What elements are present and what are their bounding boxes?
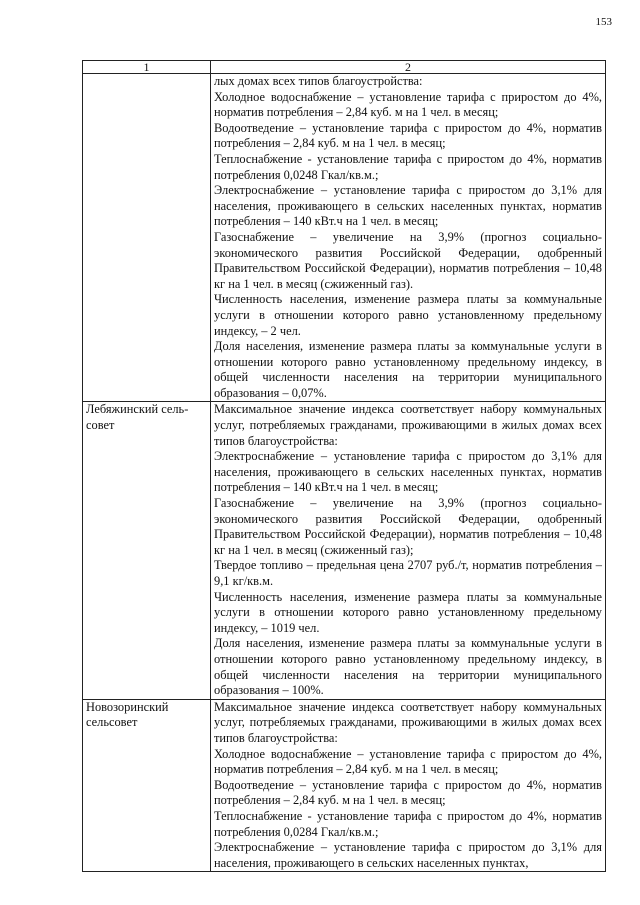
description-paragraph: Твердое топливо – предельная цена 2707 руб./т, норматив потребления – 9,1 кг/кв.м. xyxy=(214,558,602,588)
column-header: 2 xyxy=(211,61,606,74)
table-row xyxy=(83,74,606,402)
table-header-row xyxy=(83,61,606,74)
column-header: 1 xyxy=(83,61,211,74)
description-cell xyxy=(211,74,606,402)
tariff-table xyxy=(82,60,606,872)
municipality-name-line: Лебяжинский сель- xyxy=(86,402,189,417)
description-paragraph: Электроснабжение – установление тарифа с приростом до 3,1% для населения, проживающего в сельских населенных пунктах, xyxy=(214,840,602,870)
description-paragraph: Холодное водоснабжение – установление тарифа с приростом до 4%, норматив потребления – 2,84 куб. м на 1 чел. в месяц; xyxy=(214,746,602,777)
description-paragraph: Численность населения, изменение размера платы за коммунальные услуги в отношении которого равно установленному предельному индексу, – 1019 чел. xyxy=(214,589,602,635)
municipality-cell xyxy=(83,74,211,402)
description-paragraph: Водоотведение – установление тарифа с приростом до 4%, норматив потребления – 2,84 куб. м на 1 чел. в месяц; xyxy=(214,120,602,151)
description-paragraph: Максимальное значение индекса соответствует набору коммунальных услуг, потребляемых гражданами, проживающими в жилых домах всех типов благоустройства: xyxy=(214,402,602,448)
description-paragraph: Электроснабжение – установление тарифа с приростом до 3,1% для населения, проживающего в сельских населенных пунктах, норматив потребления – 140 кВт.ч на 1 чел. в месяц; xyxy=(214,183,602,229)
table-row xyxy=(83,402,606,699)
municipality-cell xyxy=(83,402,211,699)
description-paragraph: Доля населения, изменение размера платы за коммунальные услуги в отношении которого равно установленному предельному индексу, в общей численности населения на территории муниципального образования – 0,07%. xyxy=(214,339,602,400)
description-cell xyxy=(211,402,606,699)
table-row xyxy=(83,699,606,872)
municipality-name-line: совет xyxy=(86,418,115,433)
description-paragraph: Газоснабжение – увеличение на 3,9% (прогноз социально-экономического развития Российской Федерации, одобренный Правительством Российской Федерации), норматив потребления – 10,48 кг на 1 чел. в месяц (сжиженный газ). xyxy=(214,229,602,291)
municipality-cell xyxy=(83,699,211,872)
description-paragraph: лых домах всех типов благоустройства: xyxy=(214,74,423,88)
description-paragraph: Доля населения, изменение размера платы за коммунальные услуги в отношении которого равно установленному предельному индексу, в общей численности населения на территории муниципального образования – 100%. xyxy=(214,636,602,698)
description-paragraph: Максимальное значение индекса соответствует набору коммунальных услуг, потребляемых гражданами, проживающими в жилых домах всех типов благоустройства: xyxy=(214,699,602,745)
page-number: 153 xyxy=(595,16,612,28)
description-cell xyxy=(211,699,606,872)
description-paragraph: Газоснабжение – увеличение на 3,9% (прогноз социально-экономического развития Российской Федерации, одобренный Правительством Российской Федерации), норматив потребления – 10,48 кг на 1 чел. в месяц (сжиженный газ); xyxy=(214,496,602,557)
description-paragraph: Водоотведение – установление тарифа с приростом до 4%, норматив потребления – 2,84 куб. м на 1 чел. в месяц; xyxy=(214,777,602,808)
description-paragraph: Теплоснабжение - установление тарифа с приростом до 4%, норматив потребления 0,0248 Гкал/кв.м.; xyxy=(214,151,602,182)
municipality-name-line: сельсовет xyxy=(86,715,138,730)
description-paragraph: Теплоснабжение - установление тарифа с приростом до 4%, норматив потребления 0,0284 Гкал/кв.м.; xyxy=(214,808,602,839)
description-paragraph: Численность населения, изменение размера платы за коммунальные услуги в отношении которого равно установленному предельному индексу, – 2 чел. xyxy=(214,292,602,338)
municipality-name-line: Новозоринский xyxy=(86,699,169,714)
description-paragraph: Электроснабжение – установление тарифа с приростом до 3,1% для населения, проживающего в сельских населенных пунктах, норматив потребления – 140 кВт.ч на 1 чел. в месяц; xyxy=(214,449,602,495)
table-body xyxy=(83,74,606,872)
description-paragraph: Холодное водоснабжение – установление тарифа с приростом до 4%, норматив потребления – 2,84 куб. м на 1 чел. в месяц; xyxy=(214,89,602,120)
